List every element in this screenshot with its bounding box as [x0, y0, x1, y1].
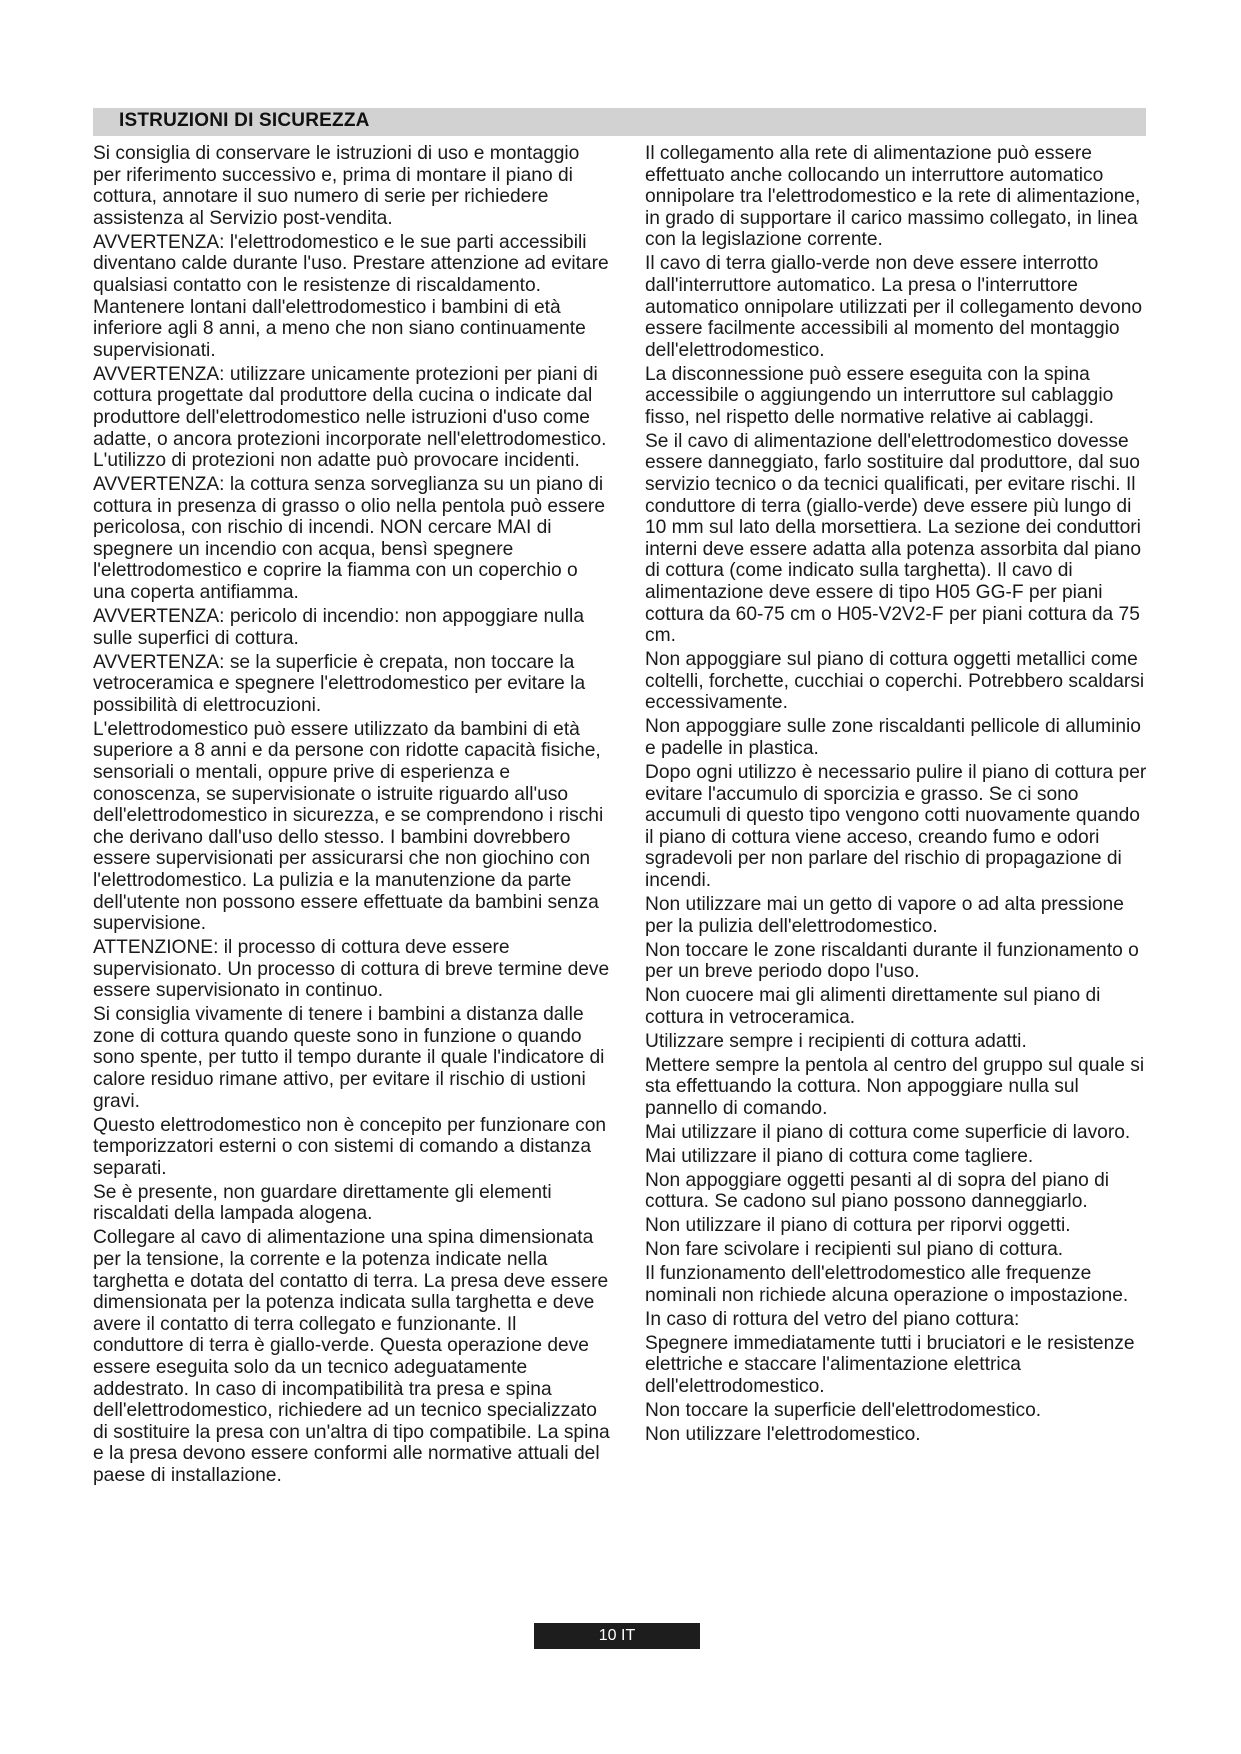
paragraph: Non fare scivolare i recipienti sul piano di cottura.: [645, 1239, 1064, 1261]
paragraph: Il cavo di terra giallo-verde non deve essere interrotto dall'interruttore automatico. La presa o l'interruttore automatico onnipolare utilizzati per il collegamento devono essere facilmente accessibili al momento del montaggio dell'elettrodomestico.: [645, 253, 1143, 361]
paragraph: Non utilizzare mai un getto di vapore o ad alta pressione per la pulizia dell'elettrodomestico.: [645, 893, 1124, 937]
paragraph: Se il cavo di alimentazione dell'elettrodomestico dovesse essere danneggiato, farlo sostituire dal produttore, dal suo servizio tecnico o da tecnici qualificati, per evitare rischi. Il conduttore di terra (giallo-verde) deve essere più lungo di 10 mm sul lato della morsettiera. La sezione dei conduttori interni deve essere adatta alla potenza assorbita dal piano di cottura (come indicato sulla targhetta). Il cavo di alimentazione deve essere di tipo H05 GG-F per piani cottura da 60-75 cm o H05-V2V2-F per piani cottura da 75 cm.: [645, 430, 1142, 647]
paragraph: AVVERTENZA: la cottura senza sorveglianza su un piano di cottura in presenza di grasso o olio nella pentola può essere pericolosa, con rischio di incendi. NON cercare MAI di spegnere un incendio con acqua, bensì spegnere l'elettrodomestico e coprire la fiamma con un coperchio o una coperta antifiamma.: [93, 474, 605, 604]
paragraph: ATTENZIONE: il processo di cottura deve essere supervisionato. Un processo di cottura di breve termine deve essere supervisionato in continuo.: [93, 937, 610, 1002]
paragraph: Non utilizzare il piano di cottura per riporvi oggetti.: [645, 1215, 1071, 1237]
paragraph: Questo elettrodomestico non è concepito per funzionare con temporizzatori esterni o con sistemi di comando a distanza separati.: [93, 1114, 607, 1179]
paragraph: Non toccare le zone riscaldanti durante il funzionamento o per un breve periodo dopo l'uso.: [645, 939, 1139, 983]
paragraph: Non appoggiare sulle zone riscaldanti pellicole di alluminio e padelle in plastica.: [645, 716, 1141, 759]
section-header-bar: [93, 108, 1146, 136]
paragraph: Utilizzare sempre i recipienti di cottura adatti.: [645, 1030, 1027, 1052]
paragraph: Mettere sempre la pentola al centro del gruppo sul quale si sta effettuando la cottura. Non appoggiare nulla sul pannello di comando.: [645, 1054, 1145, 1119]
paragraph: AVVERTENZA: se la superficie è crepata, non toccare la vetroceramica e spegnere l'elettrodomestico per evitare la possibilità di elettrocuzioni.: [93, 651, 586, 716]
paragraph: Mai utilizzare il piano di cottura come tagliere.: [645, 1145, 1034, 1167]
paragraph: Non cuocere mai gli alimenti direttamente sul piano di cottura in vetroceramica.: [645, 985, 1101, 1028]
paragraph: Mai utilizzare il piano di cottura come superficie di lavoro.: [645, 1121, 1131, 1143]
paragraph: Non appoggiare sul piano di cottura oggetti metallici come coltelli, forchette, cucchiai o coperchi. Potrebbero scaldarsi eccessivamente.: [645, 649, 1145, 714]
page-number-badge: 10 IT: [534, 1623, 700, 1649]
paragraph: AVVERTENZA: pericolo di incendio: non appoggiare nulla sulle superfici di cottura.: [93, 606, 584, 649]
right-column: [645, 143, 1153, 1448]
paragraph: Non toccare la superficie dell'elettrodomestico.: [645, 1400, 1042, 1422]
paragraph: Non utilizzare l'elettrodomestico.: [645, 1424, 921, 1446]
paragraph: Si consiglia vivamente di tenere i bambini a distanza dalle zone di cottura quando queste sono in funzione o quando sono spente, per tutto il tempo durante il quale l'indicatore di calore residuo rimane attivo, per evitare il rischio di ustioni gravi.: [93, 1004, 605, 1112]
paragraph: Se è presente, non guardare direttamente gli elementi riscaldati della lampada alogena.: [93, 1181, 552, 1225]
paragraph: La disconnessione può essere eseguita con la spina accessibile o aggiungendo un interruttore sul cablaggio fisso, nel rispetto delle normative relative ai cablaggi.: [645, 363, 1114, 428]
left-column: [93, 143, 611, 1489]
section-title: ISTRUZIONI DI SICUREZZA: [119, 110, 370, 131]
paragraph: Il funzionamento dell'elettrodomestico alle frequenze nominali non richiede alcuna operazione o impostazione.: [645, 1263, 1129, 1306]
paragraph: Collegare al cavo di alimentazione una spina dimensionata per la tensione, la corrente e la potenza indicate nella targhetta e dotata del contatto di terra. La presa deve essere dimensionata per la potenza indicata sulla targhetta e deve avere il contatto di terra collegato e funzionante. Il conduttore di terra è giallo-verde. Questa operazione deve essere eseguita solo da un tecnico adeguatamente addestrato. In caso di incompatibilità tra presa e spina dell'elettrodomestico, richiedere ad un tecnico specializzato di sostituire la presa con un'altra di tipo compatibile. La spina e la presa devono essere conformi alle normative attuali del paese di installazione.: [93, 1227, 610, 1486]
paragraph: Il collegamento alla rete di alimentazione può essere effettuato anche collocando un interruttore automatico onnipolare tra l'elettrodomestico e la rete di alimentazione, in grado di supportare il carico massimo collegato, in linea con la legislazione corrente.: [645, 143, 1141, 251]
paragraph: L'elettrodomestico può essere utilizzato da bambini di età superiore a 8 anni e da persone con ridotte capacità fisiche, sensoriali o mentali, oppure prive di esperienza e conoscenza, se supervisionate o istruite riguardo all'uso dell'elettrodomestico in sicurezza, e se comprendono i rischi che derivano dall'uso dello stesso. I bambini dovrebbero essere supervisionati per assicurarsi che non giochino con l'elettrodomestico. La pulizia e la manutenzione da parte dell'utente non possono essere effettuate da bambini senza supervisione.: [93, 718, 604, 935]
paragraph: AVVERTENZA: utilizzare unicamente protezioni per piani di cottura progettate dal produttore della cucina o indicate dal produttore dell'elettrodomestico nelle istruzioni d'uso come adatte, o ancora protezioni incorporate nell'elettrodomestico. L'utilizzo di protezioni non adatte può provocare incidenti.: [93, 363, 607, 472]
paragraph: Non appoggiare oggetti pesanti al di sopra del piano di cottura. Se cadono sul piano possono danneggiarlo.: [645, 1169, 1110, 1213]
paragraph: Spegnere immediatamente tutti i bruciatori e le resistenze elettriche e staccare l'alimentazione elettrica dell'elettrodomestico.: [645, 1332, 1135, 1398]
paragraph: AVVERTENZA: l'elettrodomestico e le sue parti accessibili diventano calde durante l'uso. Prestare attenzione ad evitare qualsiasi contatto con le resistenze di riscaldamento. Mantenere lontani dall'elettrodomestico i bambini di età inferiore agli 8 anni, a meno che non siano continuamente supervisionati.: [93, 231, 609, 361]
paragraph: In caso di rottura del vetro del piano cottura:: [645, 1308, 1020, 1330]
paragraph: Si consiglia di conservare le istruzioni di uso e montaggio per riferimento successivo e, prima di montare il piano di cottura, annotare il suo numero di serie per richiedere assistenza al Servizio post-vendita.: [93, 143, 580, 229]
paragraph: Dopo ogni utilizzo è necessario pulire il piano di cottura per evitare l'accumulo di sporcizia e grasso. Se ci sono accumuli di questo tipo vengono cotti nuovamente quando il piano di cottura viene acceso, creando fumo e odori sgradevoli per non parlare del rischio di propagazione di incendi.: [645, 761, 1147, 891]
